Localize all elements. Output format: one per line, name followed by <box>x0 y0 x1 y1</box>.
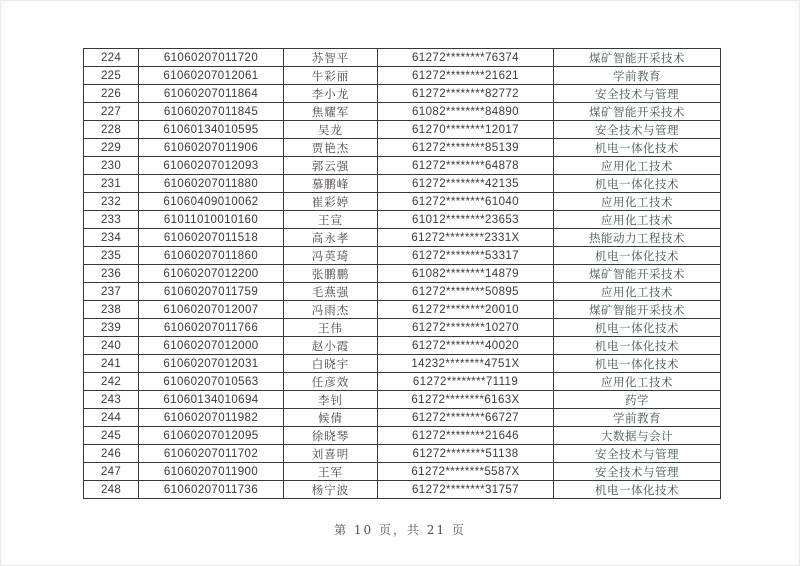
cell-serial-number: 229 <box>84 139 139 157</box>
cell-masked-id-number: 61272********53317 <box>378 247 554 265</box>
cell-major: 煤矿智能开采技术 <box>554 265 721 283</box>
cell-masked-id-number: 61272********71119 <box>378 373 554 391</box>
cell-masked-id-number: 61272********51138 <box>378 445 554 463</box>
cell-major: 应用化工技术 <box>554 283 721 301</box>
cell-student-name: 高永孝 <box>284 229 378 247</box>
cell-serial-number: 247 <box>84 463 139 481</box>
cell-student-name: 冯英琦 <box>284 247 378 265</box>
table-row <box>84 67 721 85</box>
cell-major: 药学 <box>554 391 721 409</box>
cell-major: 应用化工技术 <box>554 157 721 175</box>
cell-serial-number: 244 <box>84 409 139 427</box>
cell-masked-id-number: 61272********82772 <box>378 85 554 103</box>
cell-student-name: 李小龙 <box>284 85 378 103</box>
cell-serial-number: 225 <box>84 67 139 85</box>
cell-serial-number: 238 <box>84 301 139 319</box>
cell-student-name: 焦耀军 <box>284 103 378 121</box>
cell-student-name: 白晓宇 <box>284 355 378 373</box>
cell-exam-id: 61060207011702 <box>139 445 284 463</box>
cell-masked-id-number: 61082********14879 <box>378 265 554 283</box>
cell-exam-id: 61060207012095 <box>139 427 284 445</box>
cell-student-name: 毛燕强 <box>284 283 378 301</box>
cell-major: 煤矿智能开采技术 <box>554 103 721 121</box>
cell-major: 机电一体化技术 <box>554 139 721 157</box>
cell-serial-number: 234 <box>84 229 139 247</box>
cell-serial-number: 248 <box>84 481 139 499</box>
roster-table-body <box>84 49 721 499</box>
cell-serial-number: 245 <box>84 427 139 445</box>
cell-serial-number: 236 <box>84 265 139 283</box>
table-row <box>84 463 721 481</box>
cell-major: 机电一体化技术 <box>554 175 721 193</box>
cell-exam-id: 61060207011720 <box>139 49 284 67</box>
table-row <box>84 121 721 139</box>
cell-student-name: 慕鹏峰 <box>284 175 378 193</box>
cell-student-name: 苏智平 <box>284 49 378 67</box>
cell-major: 学前教育 <box>554 409 721 427</box>
cell-exam-id: 61011010010160 <box>139 211 284 229</box>
table-row <box>84 427 721 445</box>
cell-masked-id-number: 61272********85139 <box>378 139 554 157</box>
cell-serial-number: 242 <box>84 373 139 391</box>
cell-masked-id-number: 61272********64878 <box>378 157 554 175</box>
cell-exam-id: 61060207011845 <box>139 103 284 121</box>
cell-serial-number: 241 <box>84 355 139 373</box>
cell-student-name: 刘喜明 <box>284 445 378 463</box>
cell-serial-number: 232 <box>84 193 139 211</box>
cell-student-name: 任彦效 <box>284 373 378 391</box>
cell-serial-number: 235 <box>84 247 139 265</box>
cell-student-name: 王军 <box>284 463 378 481</box>
cell-major: 机电一体化技术 <box>554 319 721 337</box>
cell-major: 煤矿智能开采技术 <box>554 301 721 319</box>
cell-major: 机电一体化技术 <box>554 337 721 355</box>
cell-serial-number: 243 <box>84 391 139 409</box>
cell-major: 热能动力工程技术 <box>554 229 721 247</box>
cell-exam-id: 61060207011880 <box>139 175 284 193</box>
cell-student-name: 杨宁波 <box>284 481 378 499</box>
cell-student-name: 郭云强 <box>284 157 378 175</box>
cell-exam-id: 61060207011900 <box>139 463 284 481</box>
cell-exam-id: 61060207012031 <box>139 355 284 373</box>
cell-major: 安全技术与管理 <box>554 463 721 481</box>
cell-exam-id: 61060207012200 <box>139 265 284 283</box>
table-row <box>84 355 721 373</box>
cell-exam-id: 61060207011860 <box>139 247 284 265</box>
cell-major: 机电一体化技术 <box>554 481 721 499</box>
table-row <box>84 319 721 337</box>
cell-student-name: 张鹏鹏 <box>284 265 378 283</box>
cell-serial-number: 240 <box>84 337 139 355</box>
table-row <box>84 211 721 229</box>
table-row <box>84 157 721 175</box>
table-row <box>84 445 721 463</box>
table-row <box>84 229 721 247</box>
table-row <box>84 193 721 211</box>
cell-serial-number: 231 <box>84 175 139 193</box>
cell-exam-id: 61060134010595 <box>139 121 284 139</box>
cell-major: 煤矿智能开采技术 <box>554 49 721 67</box>
cell-exam-id: 61060207011982 <box>139 409 284 427</box>
cell-student-name: 李钊 <box>284 391 378 409</box>
cell-student-name: 吴龙 <box>284 121 378 139</box>
cell-major: 应用化工技术 <box>554 211 721 229</box>
table-row <box>84 301 721 319</box>
cell-exam-id: 61060207011906 <box>139 139 284 157</box>
table-row <box>84 391 721 409</box>
cell-serial-number: 233 <box>84 211 139 229</box>
cell-major: 机电一体化技术 <box>554 247 721 265</box>
cell-masked-id-number: 61272********66727 <box>378 409 554 427</box>
cell-exam-id: 61060207012093 <box>139 157 284 175</box>
table-row <box>84 175 721 193</box>
cell-major: 应用化工技术 <box>554 373 721 391</box>
cell-major: 大数据与会计 <box>554 427 721 445</box>
cell-masked-id-number: 61272********40020 <box>378 337 554 355</box>
cell-student-name: 赵小霞 <box>284 337 378 355</box>
cell-exam-id: 61060207012007 <box>139 301 284 319</box>
cell-student-name: 王宣 <box>284 211 378 229</box>
cell-exam-id: 61060207010563 <box>139 373 284 391</box>
cell-masked-id-number: 61272********21646 <box>378 427 554 445</box>
student-roster-table <box>83 48 721 499</box>
cell-serial-number: 239 <box>84 319 139 337</box>
cell-serial-number: 227 <box>84 103 139 121</box>
cell-masked-id-number: 61272********10270 <box>378 319 554 337</box>
page-number-footer: 第 10 页，共 21 页 <box>334 523 466 537</box>
cell-serial-number: 230 <box>84 157 139 175</box>
table-row <box>84 481 721 499</box>
cell-serial-number: 237 <box>84 283 139 301</box>
table-row <box>84 265 721 283</box>
cell-major: 安全技术与管理 <box>554 445 721 463</box>
cell-student-name: 冯雨杰 <box>284 301 378 319</box>
table-row <box>84 283 721 301</box>
cell-masked-id-number: 61272********76374 <box>378 49 554 67</box>
cell-masked-id-number: 61272********31757 <box>378 481 554 499</box>
cell-masked-id-number: 14232********4751X <box>378 355 554 373</box>
cell-masked-id-number: 61272********20010 <box>378 301 554 319</box>
table-row <box>84 49 721 67</box>
cell-masked-id-number: 61272********2331X <box>378 229 554 247</box>
cell-major: 安全技术与管理 <box>554 85 721 103</box>
cell-student-name: 徐晓琴 <box>284 427 378 445</box>
cell-masked-id-number: 61272********6163X <box>378 391 554 409</box>
cell-exam-id: 61060207011864 <box>139 85 284 103</box>
cell-major: 机电一体化技术 <box>554 355 721 373</box>
cell-major: 应用化工技术 <box>554 193 721 211</box>
cell-student-name: 贾艳杰 <box>284 139 378 157</box>
cell-serial-number: 246 <box>84 445 139 463</box>
cell-exam-id: 61060207011766 <box>139 319 284 337</box>
cell-masked-id-number: 61272********5587X <box>378 463 554 481</box>
table-row <box>84 409 721 427</box>
cell-masked-id-number: 61082********84890 <box>378 103 554 121</box>
cell-exam-id: 61060409010062 <box>139 193 284 211</box>
cell-masked-id-number: 61270********12017 <box>378 121 554 139</box>
cell-exam-id: 61060134010694 <box>139 391 284 409</box>
cell-exam-id: 61060207011518 <box>139 229 284 247</box>
table-row <box>84 337 721 355</box>
cell-masked-id-number: 61272********61040 <box>378 193 554 211</box>
cell-masked-id-number: 61012********23653 <box>378 211 554 229</box>
cell-exam-id: 61060207011759 <box>139 283 284 301</box>
table-row <box>84 103 721 121</box>
table-row <box>84 373 721 391</box>
cell-exam-id: 61060207011736 <box>139 481 284 499</box>
cell-serial-number: 226 <box>84 85 139 103</box>
cell-student-name: 候倩 <box>284 409 378 427</box>
table-row <box>84 139 721 157</box>
cell-serial-number: 228 <box>84 121 139 139</box>
cell-exam-id: 61060207012061 <box>139 67 284 85</box>
cell-major: 安全技术与管理 <box>554 121 721 139</box>
table-row <box>84 247 721 265</box>
cell-masked-id-number: 61272********21621 <box>378 67 554 85</box>
cell-serial-number: 224 <box>84 49 139 67</box>
cell-major: 学前教育 <box>554 67 721 85</box>
cell-student-name: 王伟 <box>284 319 378 337</box>
cell-masked-id-number: 61272********50895 <box>378 283 554 301</box>
cell-exam-id: 61060207012000 <box>139 337 284 355</box>
table-row <box>84 85 721 103</box>
cell-masked-id-number: 61272********42135 <box>378 175 554 193</box>
cell-student-name: 牛彩丽 <box>284 67 378 85</box>
cell-student-name: 崔彩婷 <box>284 193 378 211</box>
